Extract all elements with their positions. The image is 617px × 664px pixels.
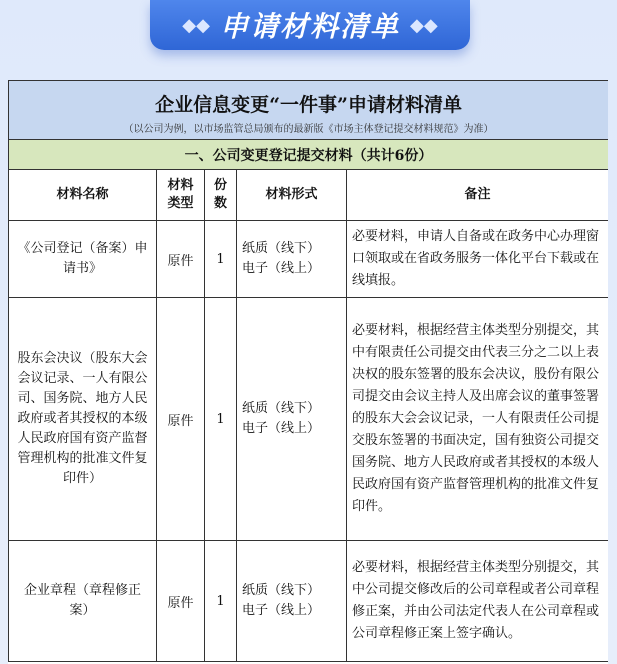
diamond-decoration-icon: ◆◆: [410, 14, 438, 36]
column-header-type: 材料 类型: [157, 170, 205, 221]
section-title: 一、公司变更登记提交材料（共计6份）: [9, 140, 609, 170]
document-subtitle: （以公司为例，以市场监管总局颁布的最新版《市场主体登记提交材料规范》为准）: [123, 123, 494, 135]
material-name: 股东会决议（股东大会会议记录、一人有限公司、国务院、地方人民政府或者其授权的本级人民政府国有资产监督管理机构的批准文件复印件）: [9, 298, 157, 541]
column-header-name: 材料名称: [9, 170, 157, 221]
diamond-decoration-icon: ◆◆: [182, 14, 210, 36]
form-line: 电子（线上）: [242, 261, 321, 276]
table-row: [9, 541, 609, 662]
materials-table: [8, 80, 608, 662]
column-header-note: 备注: [347, 170, 609, 221]
materials-document: [8, 80, 608, 664]
material-qty: 1: [205, 298, 237, 541]
material-name: 《公司登记（备案）申请书》: [9, 221, 157, 298]
form-line: 纸质（线下）: [242, 241, 321, 256]
column-header-form: 材料形式: [237, 170, 347, 221]
column-header-row: [9, 170, 609, 221]
banner-title: 申请材料清单: [219, 10, 400, 43]
material-name: 企业章程（章程修正案）: [9, 541, 157, 662]
column-header-qty: 份 数: [205, 170, 237, 221]
material-form: [237, 298, 347, 541]
document-header: [9, 81, 609, 140]
material-form: [237, 541, 347, 662]
table-row: [9, 221, 609, 298]
material-note: 必要材料，根据经营主体类型分别提交，其中有限责任公司提交由代表三分之二以上表决权的股东签署的股东会决议，股份有限公司提交由会议主持人及出席会议的董事签署的股东大会会议记录，一人有限责任公司提交股东签署的书面决定，国有独资公司提交国务院、地方人民政府或者其授权的本级人民政府国有资产监督管理机构的批准文件复印件。: [347, 298, 609, 541]
material-qty: 1: [205, 541, 237, 662]
material-qty: 1: [205, 221, 237, 298]
banner-area: [0, 0, 617, 80]
material-form: [237, 221, 347, 298]
material-type: 原件: [157, 541, 205, 662]
banner: [150, 0, 470, 50]
material-note: 必要材料，根据经营主体类型分别提交，其中公司提交修改后的公司章程或者公司章程修正案，并由公司法定代表人在公司章程或公司章程修正案上签字确认。: [347, 541, 609, 662]
form-line: 电子（线上）: [242, 421, 321, 436]
material-type: 原件: [157, 298, 205, 541]
table-row: [9, 298, 609, 541]
form-line: 纸质（线下）: [242, 583, 321, 598]
form-line: 电子（线上）: [242, 603, 321, 618]
material-note: 必要材料，申请人自备或在政务中心办理窗口领取或在省政务服务一体化平台下载或在线填报。: [347, 221, 609, 298]
form-line: 纸质（线下）: [242, 401, 321, 416]
document-title: 企业信息变更“一件事”申请材料清单: [155, 93, 462, 116]
material-type: 原件: [157, 221, 205, 298]
